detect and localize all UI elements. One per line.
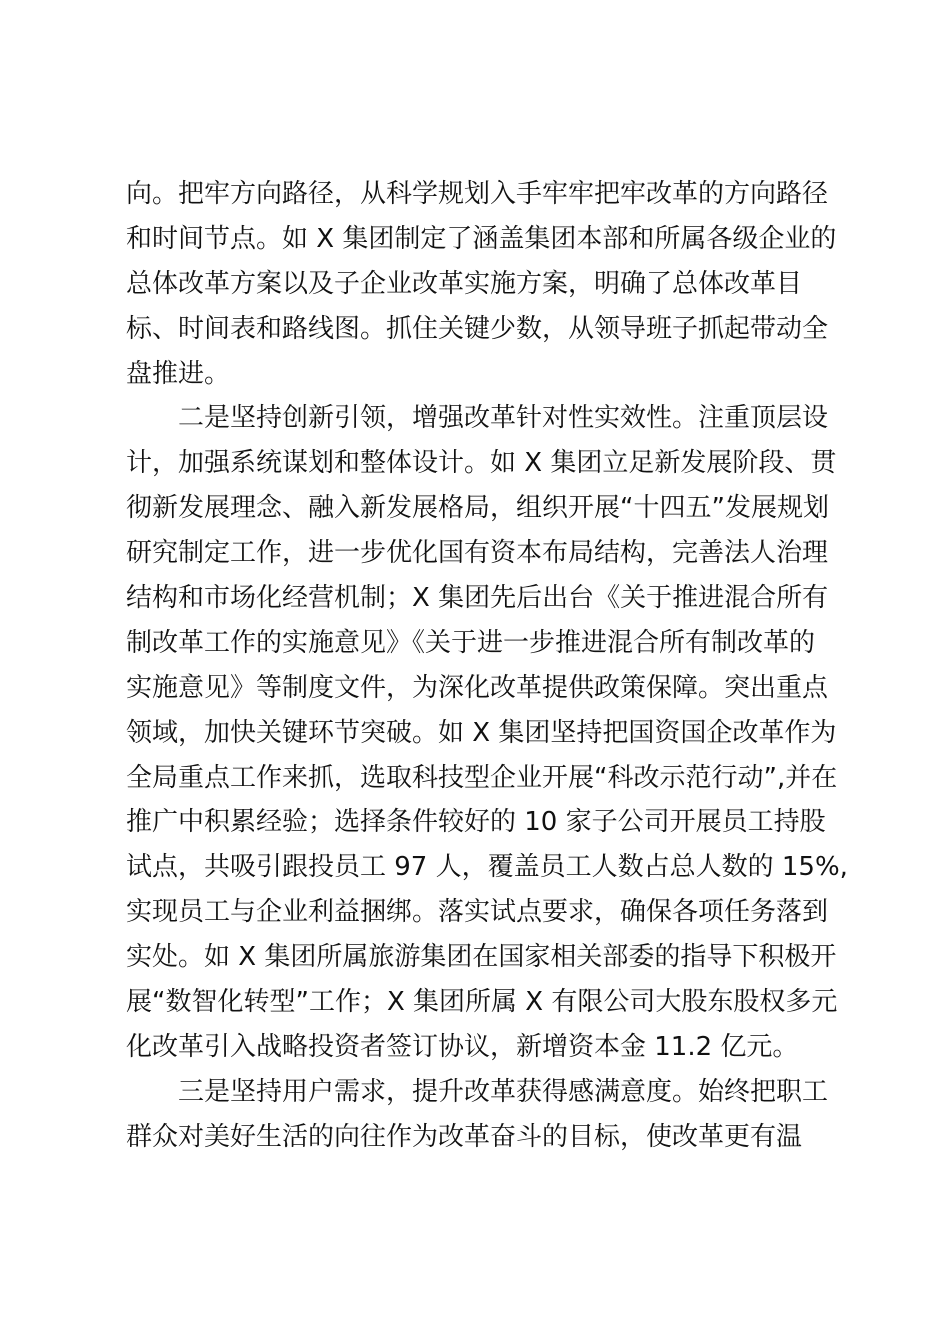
text-line: 化改革引入战略投资者签订协议，新增资本金 11.2 亿元。 [126, 1031, 799, 1062]
text-line: 标、时间表和路线图。抓住关键少数，从领导班子抓起带动全 [126, 313, 829, 344]
text-line: 试点，共吸引跟投员工 97 人，覆盖员工人数占总人数的 15%, [126, 852, 848, 883]
text-line: 领域，加快关键环节突破。如 X 集团坚持把国资国企改革作为 [126, 717, 837, 748]
text-line: 群众对美好生活的向往作为改革奋斗的目标，使改革更有温 [126, 1121, 803, 1152]
text-line: 盘推进。 [126, 358, 231, 389]
text-line: 总体改革方案以及子企业改革实施方案，明确了总体改革目 [126, 268, 803, 299]
paragraph-start-line: 三是坚持用户需求，提升改革获得感满意度。始终把职工 [178, 1076, 829, 1107]
text-line: 计，加强系统谋划和整体设计。如 X 集团立足新发展阶段、贯 [126, 448, 837, 479]
text-line: 推广中积累经验；选择条件较好的 10 家子公司开展员工持股 [126, 807, 826, 838]
text-line: 彻新发展理念、融入新发展格局，组织开展“十四五”发展规划 [126, 493, 829, 524]
text-line: 结构和市场化经营机制；X 集团先后出台《关于推进混合所有 [126, 583, 829, 614]
text-line: 实现员工与企业利益捆绑。落实试点要求，确保各项任务落到 [126, 897, 829, 928]
paragraph-start-line: 二是坚持创新引领，增强改革针对性实效性。注重顶层设 [178, 403, 829, 434]
text-line: 展“数智化转型”工作；X 集团所属 X 有限公司大股东股权多元 [126, 987, 838, 1018]
text-line: 实施意见》等制度文件，为深化改革提供政策保障。突出重点 [126, 672, 829, 703]
text-line: 和时间节点。如 X 集团制定了涵盖集团本部和所属各级企业的 [126, 223, 837, 254]
text-line: 向。把牢方向路径，从科学规划入手牢牢把牢改革的方向路径 [126, 179, 829, 209]
text-line: 制改革工作的实施意见》《关于进一步推进混合所有制改革的 [126, 627, 816, 658]
text-line: 全局重点工作来抓，选取科技型企业开展“科改示范行动”,并在 [126, 762, 838, 793]
text-line: 研究制定工作，进一步优化国有资本布局结构，完善法人治理 [126, 538, 829, 569]
text-line: 实处。如 X 集团所属旅游集团在国家相关部委的指导下积极开 [126, 942, 837, 973]
body-text [126, 172, 848, 1160]
